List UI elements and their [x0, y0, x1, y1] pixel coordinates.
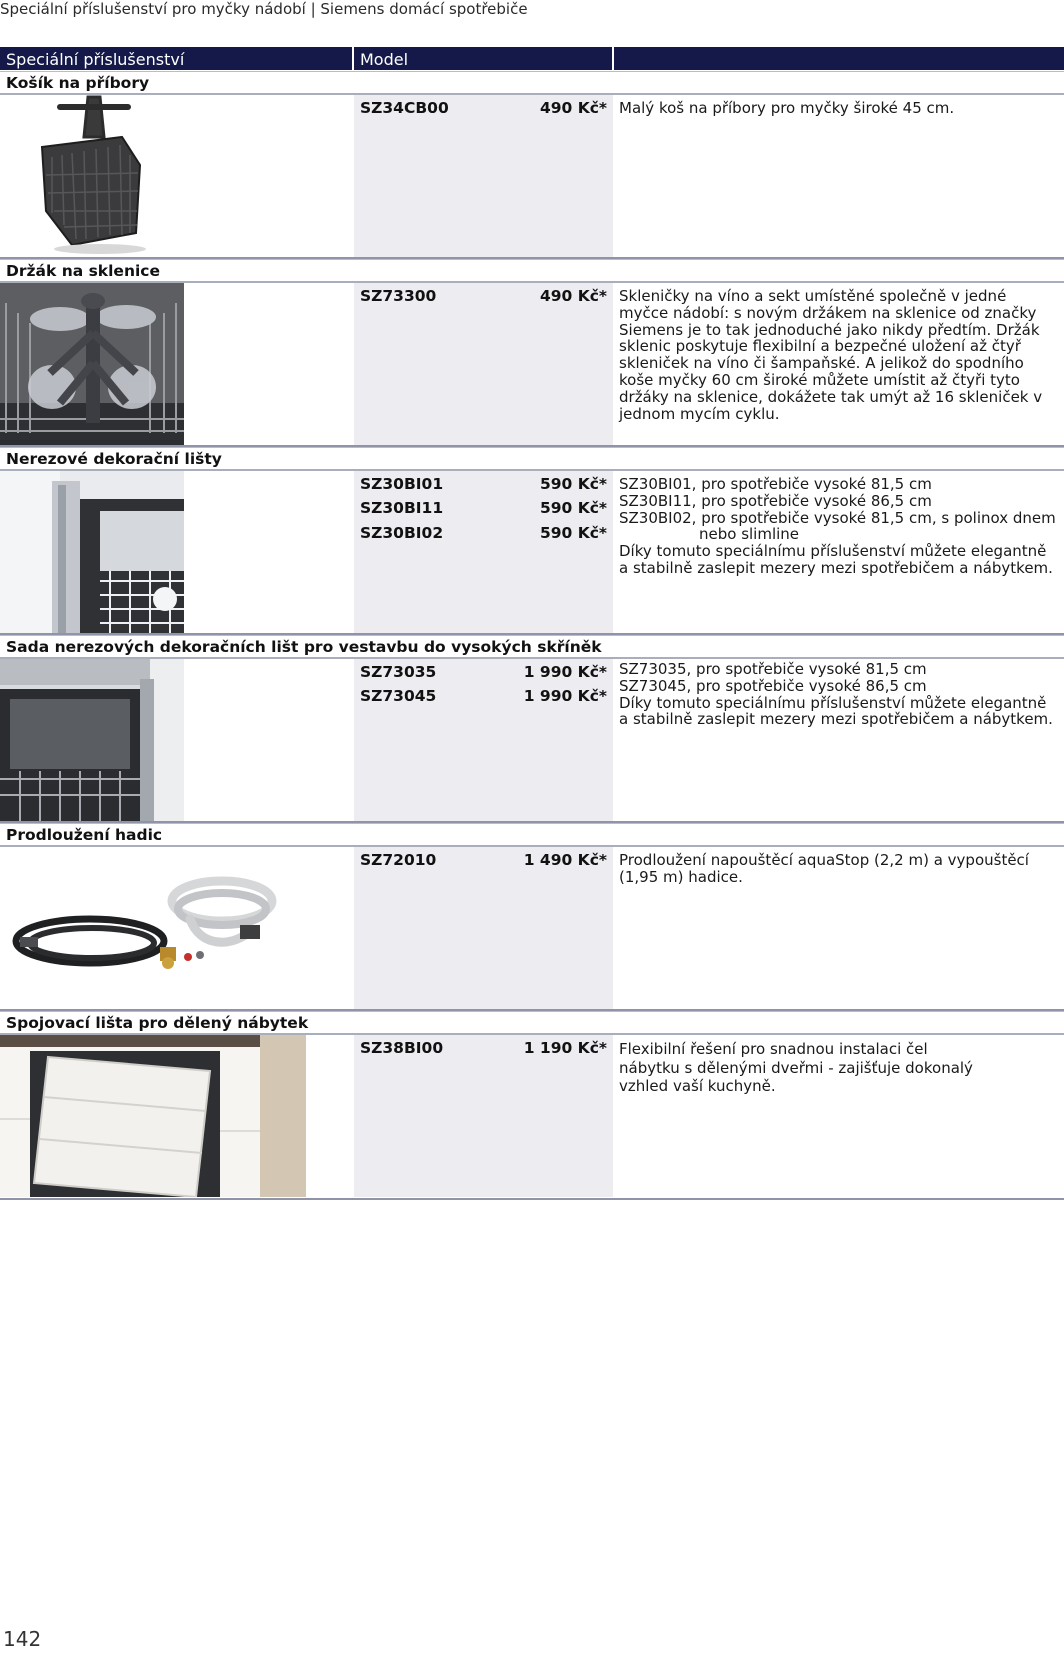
model-code: SZ30BI01 — [360, 475, 444, 493]
description-line: SZ73045, pro spotřebiče vysoké 86,5 cm — [619, 676, 927, 695]
description — [619, 476, 1059, 577]
model-column-bg — [354, 1035, 613, 1197]
header-model-label: Model — [360, 50, 409, 69]
glass-holder-image — [0, 283, 184, 445]
model-code: SZ73300 — [360, 287, 437, 305]
model-column-bg — [354, 283, 613, 445]
description-line: SZ30BI11, pro spotřebiče vysoké 86,5 cm — [619, 491, 932, 510]
model-column-bg — [354, 847, 613, 1009]
description-line: SZ73035, pro spotřebiče vysoké 81,5 cm — [619, 660, 927, 678]
accessory-section — [0, 447, 1064, 635]
header-accessory-label: Speciální příslušenství — [6, 50, 185, 69]
running-head: Speciální příslušenství pro myčky nádobí | Siemens domácí spotřebiče — [0, 0, 528, 18]
description — [619, 100, 1059, 117]
model-price: 590 Kč* — [539, 499, 607, 517]
accessory-section — [0, 635, 1064, 823]
model-column-bg — [354, 659, 613, 821]
description — [619, 852, 1039, 886]
description-line: nebo slimline — [699, 525, 800, 544]
description-text: Skleničky na víno a sekt umístěné společně v jedné myčce nádobí: s novým držákem na sklenice od značky Siemens je to tak jednoduché jako nikdy předtím. Držák sklenic poskytuje flexibilní a bezpečné uložení až čtyř skleniček na víno či šampaňské. A jelikož do spodního koše myčky 60 cm široké můžete umístit až čtyři tyto držáky na sklenice, dokážete tak umýt až 16 skleniček v jednom mycím cyklu. — [619, 287, 1043, 423]
accessory-section — [0, 823, 1064, 1011]
hose-extension-image — [0, 847, 290, 1009]
description-text: Prodloužení napouštěcí aquaStop (2,2 m) a vypouštěcí (1,95 m) hadice. — [619, 851, 1029, 886]
accessory-section — [0, 259, 1064, 447]
description-line: Díky tomuto speciálnímu příslušenství můžete elegantně a stabilně zaslepit mezery mezi spotřebičem a nábytkem. — [619, 542, 1053, 577]
accessory-section — [0, 1011, 1064, 1201]
header-separator — [612, 47, 614, 70]
model-code: SZ73035 — [360, 663, 437, 681]
model-price: 590 Kč* — [539, 475, 607, 493]
model-price: 490 Kč* — [539, 99, 607, 117]
model-code: SZ73045 — [360, 687, 437, 705]
section-title: Prodloužení hadic — [0, 823, 1064, 846]
table-header — [0, 47, 1064, 70]
description-line: Díky tomuto speciálnímu příslušenství můžete elegantně a stabilně zaslepit mezery mezi spotřebičem a nábytkem. — [619, 693, 1053, 729]
description — [619, 1040, 989, 1096]
description-line: SZ30BI01, pro spotřebiče vysoké 81,5 cm — [619, 475, 932, 493]
divider — [0, 1198, 1064, 1200]
description-line: SZ30BI02, pro spotřebiče vysoké 81,5 cm, s polinox dnem — [619, 508, 1056, 527]
model-code: SZ30BI02 — [360, 524, 444, 542]
page-number: 142 — [3, 1627, 42, 1651]
connecting-strip-image — [0, 1035, 306, 1197]
model-code: SZ30BI11 — [360, 499, 444, 517]
model-price: 590 Kč* — [539, 524, 607, 542]
model-price: 1 190 Kč* — [523, 1039, 607, 1057]
model-code: SZ34CB00 — [360, 99, 449, 117]
cutlery-basket-image — [0, 95, 180, 257]
header-separator — [352, 47, 354, 70]
model-column-bg — [354, 95, 613, 257]
tall-cabinet-strips-image — [0, 659, 184, 821]
description — [619, 288, 1044, 422]
section-title: Košík na příbory — [0, 71, 1064, 94]
model-price: 1 990 Kč* — [523, 663, 607, 681]
model-code: SZ72010 — [360, 851, 437, 869]
model-column-bg — [354, 471, 613, 633]
section-title: Sada nerezových dekoračních lišt pro vestavbu do vysokých skříněk — [0, 635, 1064, 658]
section-title: Spojovací lišta pro dělený nábytek — [0, 1011, 1064, 1034]
decor-strips-image — [0, 471, 184, 633]
accessory-section — [0, 71, 1064, 259]
model-price: 1 490 Kč* — [523, 851, 607, 869]
description — [619, 661, 1059, 728]
section-title: Držák na sklenice — [0, 259, 1064, 282]
model-code: SZ38BI00 — [360, 1039, 444, 1057]
model-price: 1 990 Kč* — [523, 687, 607, 705]
description-text: Malý koš na příbory pro myčky široké 45 cm. — [619, 99, 955, 117]
model-price: 490 Kč* — [539, 287, 607, 305]
description-text: Flexibilní řešení pro snadnou instalaci čel nábytku s dělenými dveřmi - zajišťuje dokonalý vzhled vaší kuchyně. — [619, 1040, 973, 1096]
section-title: Nerezové dekorační lišty — [0, 447, 1064, 470]
